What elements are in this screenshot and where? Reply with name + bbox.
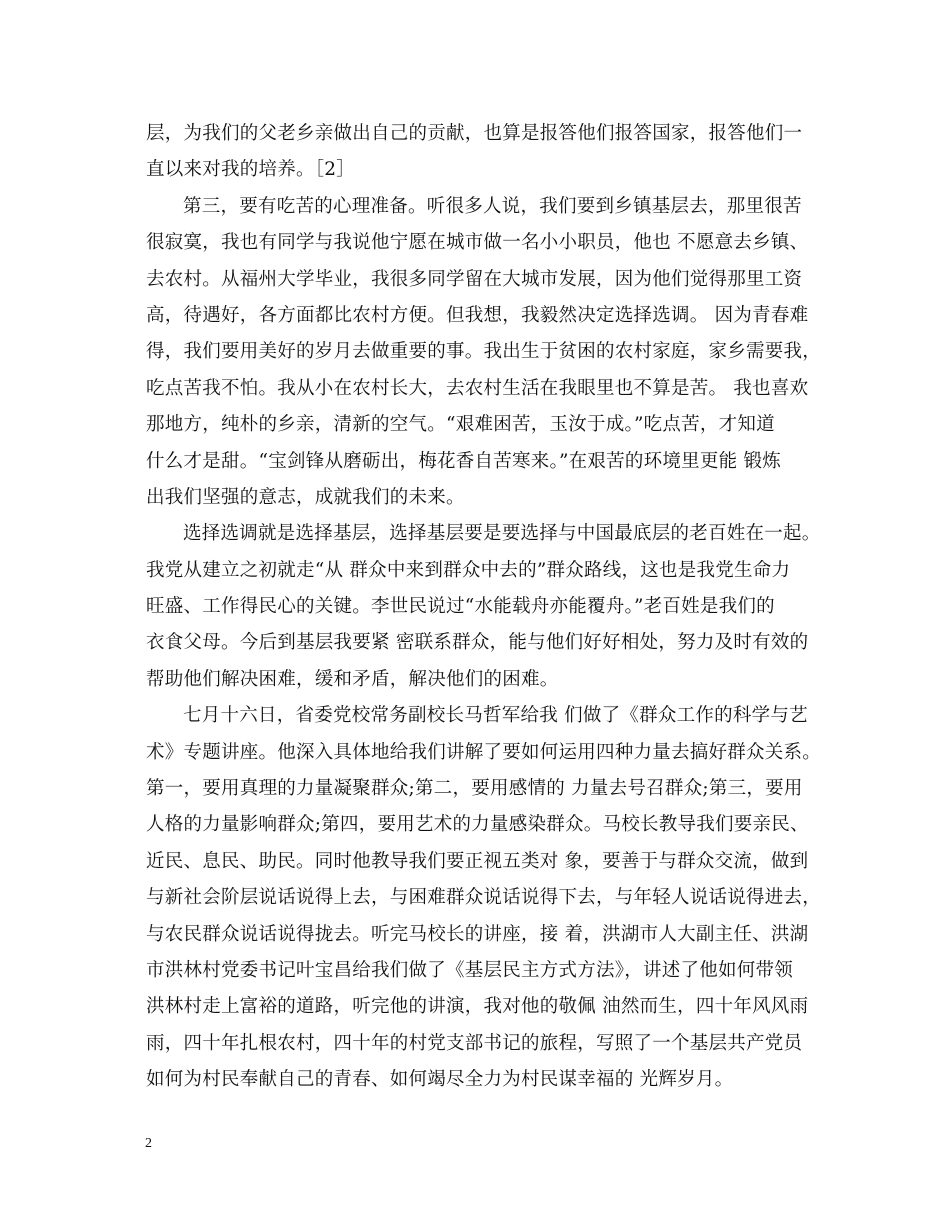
text-line: 近民、息民、助民。同时他教导我们要正视五类对 象，要善于与群众交流，做到 — [146, 850, 809, 872]
text-line: 如何为村民奉献自己的青春、如何竭尽全力为村民谋幸福的 光辉岁月。 — [146, 1069, 734, 1091]
paragraph-start-line: 第三，要有吃苦的心理准备。听很多人说，我们要到乡镇基层去，那里很苦 — [183, 195, 802, 217]
paragraph-start-line: 七月十六日，省委党校常务副校长马哲军给我 们做了《群众工作的科学与艺 — [183, 705, 808, 727]
text-line: 去农村。从福州大学毕业，我很多同学留在大城市发展，因为他们觉得那里工资 — [146, 268, 803, 290]
text-line: 术》专题讲座。他深入具体地给我们讲解了要如何运用四种力量去搞好群众关系。 — [146, 741, 822, 763]
body-text — [146, 116, 822, 1099]
text-line: 直以来对我的培养。［2］ — [146, 159, 356, 181]
text-line: 第一，要用真理的力量凝聚群众;第二，要用感情的 力量去号召群众;第三，要用 — [146, 778, 803, 800]
text-line: 旺盛、工作得民心的关键。李世民说过“水能载舟亦能覆舟。”老百姓是我们的 — [146, 596, 775, 618]
text-line: 层，为我们的父老乡亲做出自己的贡献，也算是报答他们报答国家，报答他们一 — [146, 123, 803, 144]
text-line: 我党从建立之初就走“从 群众中来到群众中去的”群众路线，这也是我党生命力 — [146, 559, 791, 581]
text-line: 市洪林村党委书记叶宝昌给我们做了《基层民主方式方法》，讲述了他如何带领 — [146, 959, 794, 981]
text-line: 吃点苦我不怕。我从小在农村长大，去农村生活在我眼里也不算是苦。 我也喜欢 — [146, 377, 809, 399]
text-line: 出我们坚强的意志，成就我们的未来。 — [146, 486, 465, 508]
text-line: 与农民群众说话说得拢去。听完马校长的讲座，接 着，洪湖市人大副主任、洪湖 — [146, 923, 809, 945]
text-line: 人格的力量影响群众;第四，要用艺术的力量感染群众。马校长教导我们要亲民、 — [146, 814, 809, 836]
text-line: 帮助他们解决困难，缓和矛盾，解决他们的困难。 — [146, 668, 559, 690]
text-line: 得，我们要用美好的岁月去做重要的事。我出生于贫困的农村家庭，家乡需要我， — [146, 341, 822, 363]
text-line: 很寂寞，我也有同学与我说他宁愿在城市做一名小小职员，他也 不愿意去乡镇、 — [146, 232, 809, 254]
text-line: 雨，四十年扎根农村，四十年的村党支部书记的旅程，写照了一个基层共产党员 — [146, 1032, 803, 1054]
text-line: 高，待遇好，各方面都比农村方便。但我想，我毅然决定选择选调。 因为青春难 — [146, 304, 809, 326]
text-line: 衣食父母。今后到基层我要紧 密联系群众，能与他们好好相处，努力及时有效的 — [146, 632, 809, 654]
paragraph-start-line: 选择选调就是选择基层，选择基层要是要选择与中国最底层的老百姓在一起。 — [183, 523, 821, 545]
text-line: 洪林村走上富裕的道路，听完他的讲演，我对他的敬佩 油然而生，四十年风风雨 — [146, 996, 809, 1018]
text-line: 什么才是甜。“宝剑锋从磨砺出，梅花香自苦寒来。”在艰苦的环境里更能 锻炼 — [146, 450, 782, 472]
text-line: 与新社会阶层说话说得上去，与困难群众说话说得下去，与年轻人说话说得进去， — [146, 887, 822, 909]
text-line: 那地方，纯朴的乡亲，清新的空气。“艰难困苦，玉汝于成。”吃点苦，才知道 — [146, 414, 775, 436]
page-number: 2 — [145, 1136, 152, 1151]
